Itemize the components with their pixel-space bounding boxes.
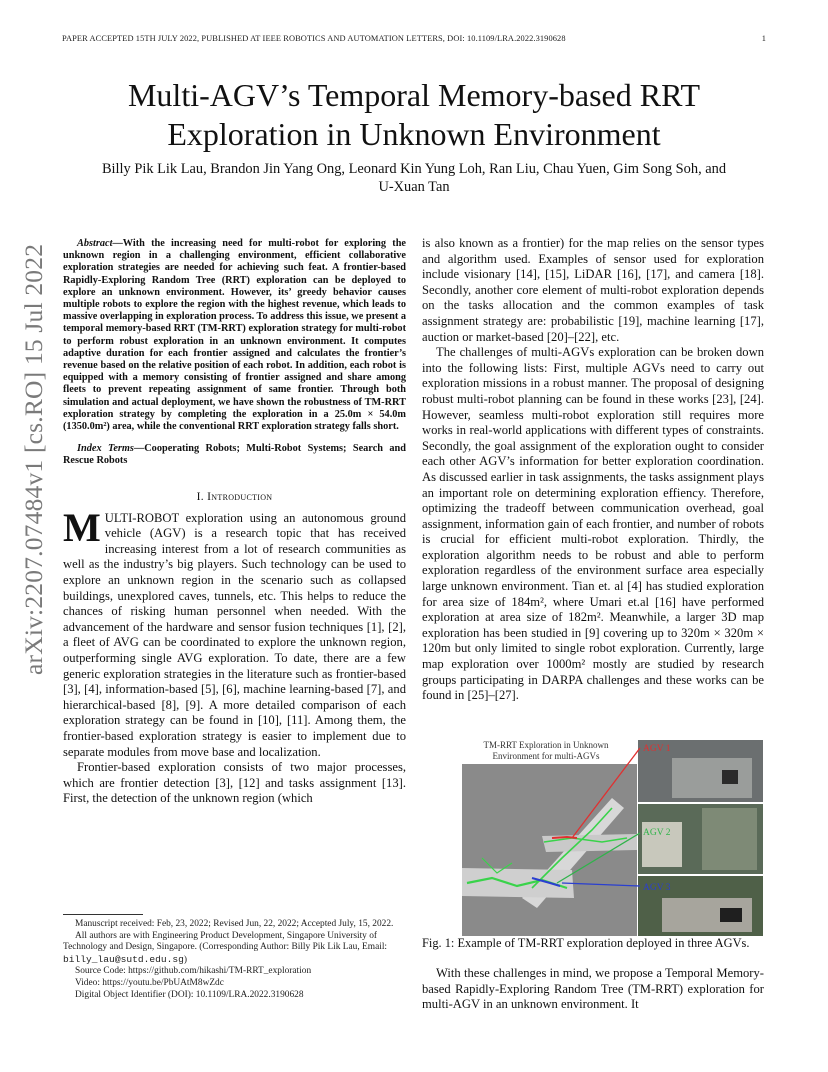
intro-paragraph-2: Frontier-based exploration consists of two major processes, which are frontier detection [3], [12] and tasks assignment [13]. First, the detection of the unknown region (which xyxy=(63,760,406,806)
arxiv-stamp[interactable]: arXiv:2207.07484v1 [cs.RO] 15 Jul 2022 xyxy=(19,243,48,675)
agv2-label: AGV 2 xyxy=(643,828,671,838)
title-line-1: Multi-AGV’s Temporal Memory-based RRT xyxy=(127,77,701,113)
right-paragraph-2: The challenges of multi-AGVs exploration can be broken down into the following lists: First, multiple AGVs need to carry out exploration missions in a robust manner. The proposal of designing robust multi-robot planning can be found in these works [23], [24]. However, seamless multi-robot exploration still requires more works in real-world applications with different types of constraints. Secondly, the goal assignment of the exploration ought to consider each other AGV’s information for better exploration coordination. As discussed earlier in task assignments, the tasks assignment plays an important role on determining exploration effiency. Therefore, optimizing the tradeoff between communication overhead, goal assignment, information gain of each frontier, and number of robots is crucial for efficient multi-robot exploration. Thirdly, the exploration algorithm needs to be robust and able to perform exploration regardless of the environment surface area especially large unknown environment. Tian et. al [4] has studied exploration for area size of 184m², where Umari et.al [16] have performed exploration at area size of 182m². Meanwhile, a larger 3D map exploration has been studied in [9] covering up to 320m × 320m × 120m but only limited to single robot exploration. Currently, large map exploration over 1000m² mostly are studied by research groups participating in DARPA challenges and these works can be found in [25]–[27]. xyxy=(422,345,764,703)
right-paragraph-1: is also known as a frontier) for the map relies on the sensor types and algorithm used. Examples of sensor used for exploration include visionary [14], [15], LiDAR [16], [17], and camera [18]. Secondly, another core element of multi-robot exploration depends on the tasks allocation and the common examples of task assignment strategy are: probabilistic [19], machine learning [17], auction or market-based [20]–[22], etc. xyxy=(422,236,764,344)
figure-1-graphic xyxy=(462,738,763,936)
abstract-text: —With the increasing need for multi-robot for exploring the unknown region in a challenging environment, efficient collaborative exploration strategies are needed for achieving such feat. A frontier-based Rapidly-Exploring Random Tree (RRT) exploration can be deployed to explore an unknown environment. However, its’ greedy behavior causes multiple robots to explore the region with the highest revenue, which leads to massive overlapping in exploration process. To address this issue, we present a temporal memory-based RRT (TM-RRT) exploration strategy for multi-robot to perform robust exploration in an unknown environment. It computes adaptive duration for each frontier assigned and calculates the frontier’s revenue based on the relative position of each robot. In addition, each robot is equipped with a memory consisting of frontier assigned and share among fleets to prevent repeating assignment of same frontier. Through both simulation and actual deployment, we have shown the robustness of TM-RRT exploration strategy by completing the exploration in a 25.0m × 54.0m (1350.0m²) area, while the conventional RRT exploration strategy falls short. xyxy=(63,238,406,433)
agv3-robot xyxy=(720,908,742,922)
abstract xyxy=(63,238,406,433)
footnote-rule xyxy=(63,914,143,915)
left-column xyxy=(63,238,406,807)
figure-1-caption: Fig. 1: Example of TM-RRT exploration deployed in three AGVs. xyxy=(422,936,750,950)
footnote-affiliation-end: ) xyxy=(183,954,188,965)
abstract-lead: Abstract xyxy=(77,238,113,249)
footnote-received: Manuscript received: Feb, 23, 2022; Revised Jun, 22, 2022; Accepted July, 15, 2022. xyxy=(75,919,394,929)
agv3-label: AGV 3 xyxy=(643,883,671,893)
title-line-2: Exploration in Unknown Environment xyxy=(167,116,661,152)
running-header xyxy=(62,34,766,48)
figure-1 xyxy=(462,738,763,936)
page-number: 1 xyxy=(761,34,766,43)
section-heading-introduction: I. Introduction xyxy=(196,489,273,503)
footnote-affiliation-text: All authors are with Engineering Product Development, Singapore University of Technology and Design, Singapore. (Corresponding Author: Billy Pik Lik Lau, Email: xyxy=(63,930,388,953)
intro-paragraph-1-text: ULTI-ROBOT exploration using an autonomous ground vehicle (AGV) is a research topic that has received increasing interest from a lot of research communities as well as the industry’s big players. Such technology can be used to explore an unknown region in the scenario such as collapsed buildings, unexplored caves, tunnels, etc. This helps to reduce the chances of risking human personnel when needed. With the advancement of the hardware and sensor fusion techniques [1], [2], a fleet of AVG can be coordinated to explore the unknown region, outperforming single AVG exploration. To date, there are a few generic exploration strategies in the literature such as frontier-based [3], [4], information-based [5], [6], machine learning-based [7], and hierarchical-based [8], [9]. A more detailed comparison of each exploration strategy can be found in [10], [11]. Among them, the frontier-based exploration strategy is easier to implement due to separate modules from move base and localization. xyxy=(63,510,406,759)
agv1-robot xyxy=(722,770,738,784)
footnote-source-code[interactable]: Source Code: https://github.com/hikashi/TM-RRT_exploration xyxy=(75,966,312,977)
intro-paragraph-1 xyxy=(63,504,406,761)
figure-title-line-2: Environment for multi-AGVs xyxy=(492,751,600,761)
authors-line-1: Billy Pik Lik Lau, Brandon Jin Yang Ong, Leonard Kin Yung Loh, Ran Liu, Chau Yuen, Gim Song Soh, and xyxy=(101,161,727,177)
right-column xyxy=(422,236,764,704)
after-figure-text: With these challenges in mind, we propose a Temporal Memory-based Rapidly-Exploring Random Tree (TM-RRT) exploration for multi-AGV in an unknown environment. It xyxy=(422,966,764,1012)
index-terms-text: —Cooperating Robots; Multi-Robot Systems; Search and Rescue Robots xyxy=(63,443,406,467)
author-email-link[interactable]: billy_lau@sutd.edu.sg xyxy=(63,953,184,965)
agv1-label: AGV 1 xyxy=(643,744,671,754)
footnote-doi: Digital Object Identifier (DOI): 10.1109/LRA.2022.3190628 xyxy=(75,989,304,1000)
index-terms-lead: Index Terms xyxy=(77,443,134,455)
footnote-video[interactable]: Video: https://youtu.be/PbUAtM8wZdc xyxy=(75,977,224,988)
dropcap: M xyxy=(63,504,101,550)
authors-line-2: U-Xuan Tan xyxy=(378,179,450,195)
paper-title xyxy=(60,76,768,154)
footnotes xyxy=(63,914,406,1001)
right-paragraph-3 xyxy=(422,966,764,1013)
running-head-text: PAPER ACCEPTED 15TH JULY 2022, PUBLISHED AT IEEE ROBOTICS AND AUTOMATION LETTERS, DOI: 10.1109/LRA.2022.3190628 xyxy=(62,34,566,43)
author-list xyxy=(62,160,766,196)
index-terms xyxy=(63,443,406,467)
figure-title-line-1: TM-RRT Exploration in Unknown xyxy=(483,740,609,750)
footnote-affiliation xyxy=(63,931,406,967)
